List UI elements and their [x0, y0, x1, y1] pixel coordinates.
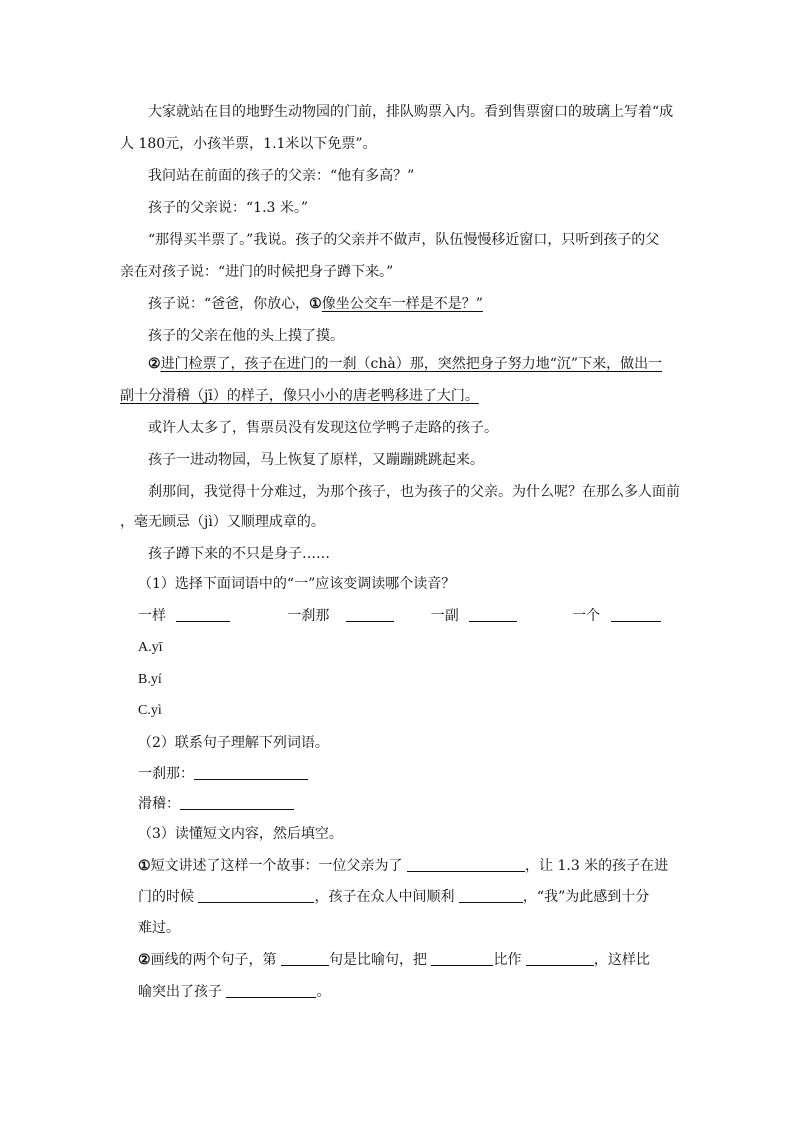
underlined-sentence-2: 进门检票了，孩子在进门的一刹（chà）那，突然把身子努力地“沉”下来，做出一 — [160, 356, 663, 372]
answer-blank[interactable] — [180, 795, 294, 810]
sentence-marker: ① — [309, 296, 322, 312]
fill-text: ，这样比 — [593, 952, 650, 968]
answer-blank[interactable] — [407, 857, 525, 872]
passage-line: 孩子蹲下来的不只是身子…… — [148, 546, 330, 562]
question-3-1-cont — [138, 887, 678, 907]
answer-blank[interactable] — [176, 607, 230, 622]
question-3-2-cont — [138, 982, 693, 1002]
passage-line — [148, 294, 675, 314]
passage-line — [148, 354, 675, 374]
fill-text: ，孩子在众人中间顺利 — [314, 889, 455, 905]
question-3-1-end: 难过。 — [138, 920, 180, 936]
answer-blank[interactable] — [194, 765, 308, 780]
fill-text: 短文讲述了这样一个故事：一位父亲为了 — [150, 858, 403, 874]
fill-text: 画线的两个句子，第 — [150, 952, 277, 968]
sentence-marker: ② — [148, 356, 161, 372]
term-label: 滑稽： — [138, 796, 180, 812]
answer-blank[interactable] — [281, 951, 329, 966]
word-item: 一样 — [138, 608, 166, 624]
underlined-sentence-1: 像坐公交车一样是不是？” — [321, 296, 483, 312]
item-marker: ② — [138, 952, 151, 968]
passage-line: 孩子的父亲说：“1.3 米。” — [148, 200, 309, 216]
word-item: 一刹那 — [287, 608, 330, 624]
answer-blank[interactable] — [469, 607, 517, 622]
term-label: 一刹那： — [138, 766, 194, 782]
passage-line: 人 180元，小孩半票，1.1米以下免票”。 — [120, 136, 377, 152]
question-2-item — [138, 794, 693, 814]
fill-text: 门的时候 — [138, 889, 194, 905]
underlined-sentence-2-cont: 副十分滑稽（jī）的样子，像只小小的唐老鸭移进了大门。 — [120, 388, 479, 404]
word-item: 一副 — [430, 608, 459, 624]
question-1-title: （1）选择下面词语中的“一”应该变调读哪个读音？ — [138, 576, 456, 592]
fill-text: 句是比喻句，把 — [329, 952, 428, 968]
fill-text: 比作 — [493, 952, 522, 968]
passage-line — [120, 386, 675, 406]
question-2-title: （2）联系句子理解下列词语。 — [138, 735, 329, 751]
passage-line: 孩子的父亲在他的头上摸了摸。 — [148, 328, 344, 344]
answer-blank[interactable] — [526, 951, 594, 966]
passage-line: 刹那间，我觉得十分难过，为那个孩子，也为孩子的父亲。为什么呢？在那么多人面前 — [148, 484, 680, 500]
passage-line: 或许人太多了，售票员没有发现这位学鸭子走路的孩子。 — [148, 420, 498, 436]
question-1-words — [138, 606, 678, 626]
passage-text: 孩子说：“爸爸，你放心， — [148, 296, 310, 312]
fill-text: 。 — [316, 984, 331, 1000]
answer-blank[interactable] — [431, 951, 493, 966]
answer-blank[interactable] — [198, 888, 314, 903]
fill-text: ，让 1.3 米的孩子在进 — [525, 858, 669, 874]
passage-line: 大家就站在目的地野生动物园的门前，排队购票入内。看到售票窗口的玻璃上写着“成 — [148, 104, 674, 120]
fill-text: ，“我”为此感到十分 — [522, 889, 650, 905]
answer-blank[interactable] — [459, 888, 523, 903]
answer-blank[interactable] — [346, 607, 394, 622]
option-a: A.yī — [138, 640, 163, 655]
answer-blank[interactable] — [611, 607, 661, 622]
passage-line: 孩子一进动物园，马上恢复了原样，又蹦蹦跳跳起来。 — [148, 452, 484, 468]
question-2-item — [138, 764, 693, 784]
passage-line: ，毫无顾忌（jì）又顺理成章的。 — [120, 514, 325, 530]
question-3-title: （3）读懂短文内容，然后填空。 — [138, 826, 343, 842]
fill-text: 喻突出了孩子 — [138, 984, 222, 1000]
option-b: B.yí — [138, 672, 162, 687]
question-3-1 — [138, 856, 678, 876]
answer-blank[interactable] — [226, 983, 316, 998]
passage-line: “那得买半票了。”我说。孩子的父亲并不做声，队伍慢慢移近窗口，只听到孩子的父 — [148, 232, 660, 248]
word-item: 一个 — [572, 608, 601, 624]
passage-line: 我问站在前面的孩子的父亲：“他有多高？” — [148, 168, 415, 184]
item-marker: ① — [138, 858, 151, 874]
question-3-2 — [138, 950, 678, 970]
passage-line: 亲在对孩子说：“进门的时候把身子蹲下来。” — [120, 264, 394, 280]
option-c: C.yì — [138, 703, 162, 718]
